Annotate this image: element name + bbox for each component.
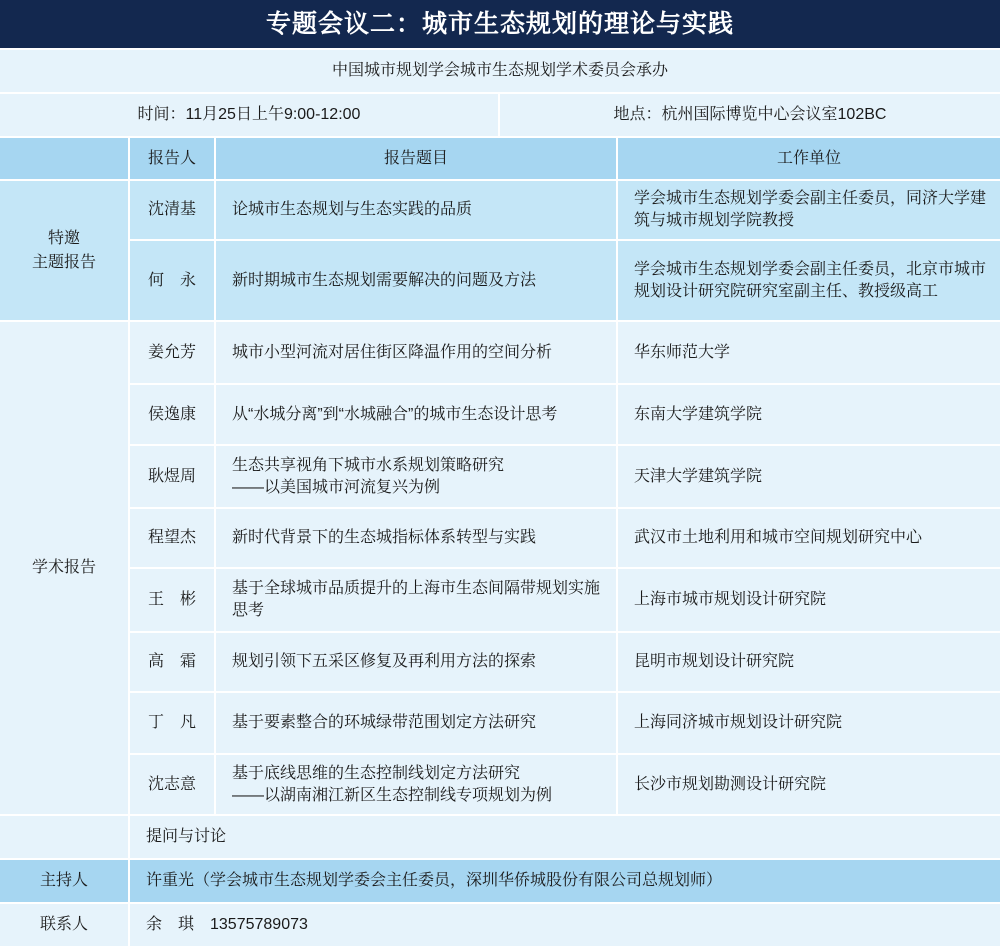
section-special	[0, 181, 128, 320]
row-unit-text: 东南大学建筑学院	[634, 405, 763, 423]
row-reporter	[130, 181, 214, 239]
row-topic	[216, 181, 616, 239]
section-academic	[0, 322, 128, 814]
row-reporter-name: 高 霜	[147, 653, 196, 670]
row-topic-text: 城市小型河流对居住街区降温作用的空间分析	[232, 343, 553, 361]
row-unit	[618, 385, 1000, 444]
location-text: 地点：杭州国际博览中心会议室102BC	[613, 106, 887, 123]
row-reporter	[130, 446, 214, 507]
row-unit-text: 上海同济城市规划设计研究院	[634, 714, 843, 731]
row-topic-text: 生态共享视角下城市水系规划策略研究 ——以美国城市河流复兴为例	[232, 456, 505, 496]
row-unit	[618, 755, 1000, 814]
contact-value: 余 琪 13575789073	[146, 916, 308, 933]
row-topic	[216, 241, 616, 320]
time-cell	[0, 94, 498, 136]
row-topic	[216, 509, 616, 567]
host-value-cell	[130, 860, 1000, 902]
header-topic-label: 报告题目	[383, 149, 448, 167]
row-topic-text: 基于要素整合的环城绿带范围划定方法研究	[232, 714, 537, 731]
host-label: 主持人	[39, 872, 88, 889]
header-reporter	[130, 138, 214, 179]
row-unit	[618, 446, 1000, 507]
organizer-row	[0, 50, 1000, 92]
header-reporter-label: 报告人	[147, 149, 196, 167]
row-topic	[216, 569, 616, 631]
row-unit-text: 长沙市规划勘测设计研究院	[634, 775, 827, 793]
row-reporter	[130, 385, 214, 444]
header-unit	[618, 138, 1000, 179]
row-reporter-name: 沈志意	[147, 775, 196, 793]
row-topic	[216, 446, 616, 507]
row-topic-text: 新时期城市生态规划需要解决的问题及方法	[232, 271, 537, 289]
row-unit-text: 华东师范大学	[634, 343, 731, 361]
row-reporter-name: 何 永	[147, 271, 196, 289]
discussion-text: 提问与讨论	[146, 828, 227, 845]
location-cell	[500, 94, 1000, 136]
row-topic	[216, 755, 616, 814]
row-reporter	[130, 755, 214, 814]
header-blank	[0, 138, 128, 179]
row-reporter	[130, 569, 214, 631]
row-unit	[618, 241, 1000, 320]
row-unit-text: 学会城市生态规划学委会副主任委员，同济大学建筑与城市规划学院教授	[634, 190, 987, 229]
section-special-label: 特邀 主题报告	[31, 229, 96, 271]
host-value: 许重光（学会城市生态规划学委会主任委员，深圳华侨城股份有限公司总规划师）	[146, 872, 723, 889]
contact-label-cell	[0, 904, 128, 946]
contact-label: 联系人	[39, 916, 88, 933]
row-reporter-name: 沈清基	[147, 201, 196, 218]
row-unit-text: 上海市城市规划设计研究院	[634, 591, 827, 608]
row-unit	[618, 633, 1000, 691]
row-unit-text: 武汉市土地利用和城市空间规划研究中心	[634, 529, 923, 546]
row-reporter-name: 王 彬	[147, 591, 196, 608]
host-label-cell	[0, 860, 128, 902]
row-unit-text: 天津大学建筑学院	[634, 467, 763, 485]
row-reporter-name: 姜允芳	[147, 343, 196, 361]
row-topic	[216, 322, 616, 383]
header-unit-label: 工作单位	[776, 149, 841, 167]
row-reporter-name: 丁 凡	[147, 714, 196, 731]
row-unit	[618, 693, 1000, 753]
row-reporter	[130, 322, 214, 383]
row-topic-text: 论城市生态规划与生态实践的品质	[232, 201, 473, 218]
row-topic-text: 从“水城分离”到“水城融合”的城市生态设计思考	[232, 405, 558, 423]
row-reporter	[130, 633, 214, 691]
row-unit	[618, 181, 1000, 239]
row-unit	[618, 322, 1000, 383]
row-unit-text: 学会城市生态规划学委会副主任委员，北京市城市规划设计研究院研究室副主任、教授级高工	[634, 260, 987, 300]
row-reporter-name: 侯逸康	[147, 405, 196, 423]
row-topic-text: 新时代背景下的生态城指标体系转型与实践	[232, 529, 537, 546]
section-academic-label: 学术报告	[31, 559, 96, 576]
page-title: 专题会议二：城市生态规划的理论与实践	[0, 0, 1000, 48]
row-reporter-name: 耿煜周	[147, 467, 196, 485]
row-topic-text: 基于全球城市品质提升的上海市生态间隔带规划实施思考	[232, 580, 601, 619]
header-topic	[216, 138, 616, 179]
row-topic	[216, 385, 616, 444]
row-reporter	[130, 509, 214, 567]
discussion-blank	[0, 816, 128, 858]
row-topic-text: 规划引领下五采区修复及再利用方法的探索	[232, 653, 537, 670]
time-text: 时间：11月25日上午9:00-12:00	[137, 106, 361, 123]
row-topic	[216, 633, 616, 691]
row-reporter	[130, 241, 214, 320]
organizer-text: 中国城市规划学会城市生态规划学术委员会承办	[331, 62, 668, 79]
row-reporter-name: 程望杰	[147, 529, 196, 546]
row-unit	[618, 509, 1000, 567]
contact-value-cell	[130, 904, 1000, 946]
discussion-row	[130, 816, 1000, 858]
row-unit	[618, 569, 1000, 631]
row-reporter	[130, 693, 214, 753]
row-unit-text: 昆明市规划设计研究院	[634, 653, 795, 670]
row-topic	[216, 693, 616, 753]
row-topic-text: 基于底线思维的生态控制线划定方法研究 ——以湖南湘江新区生态控制线专项规划为例	[232, 764, 553, 804]
